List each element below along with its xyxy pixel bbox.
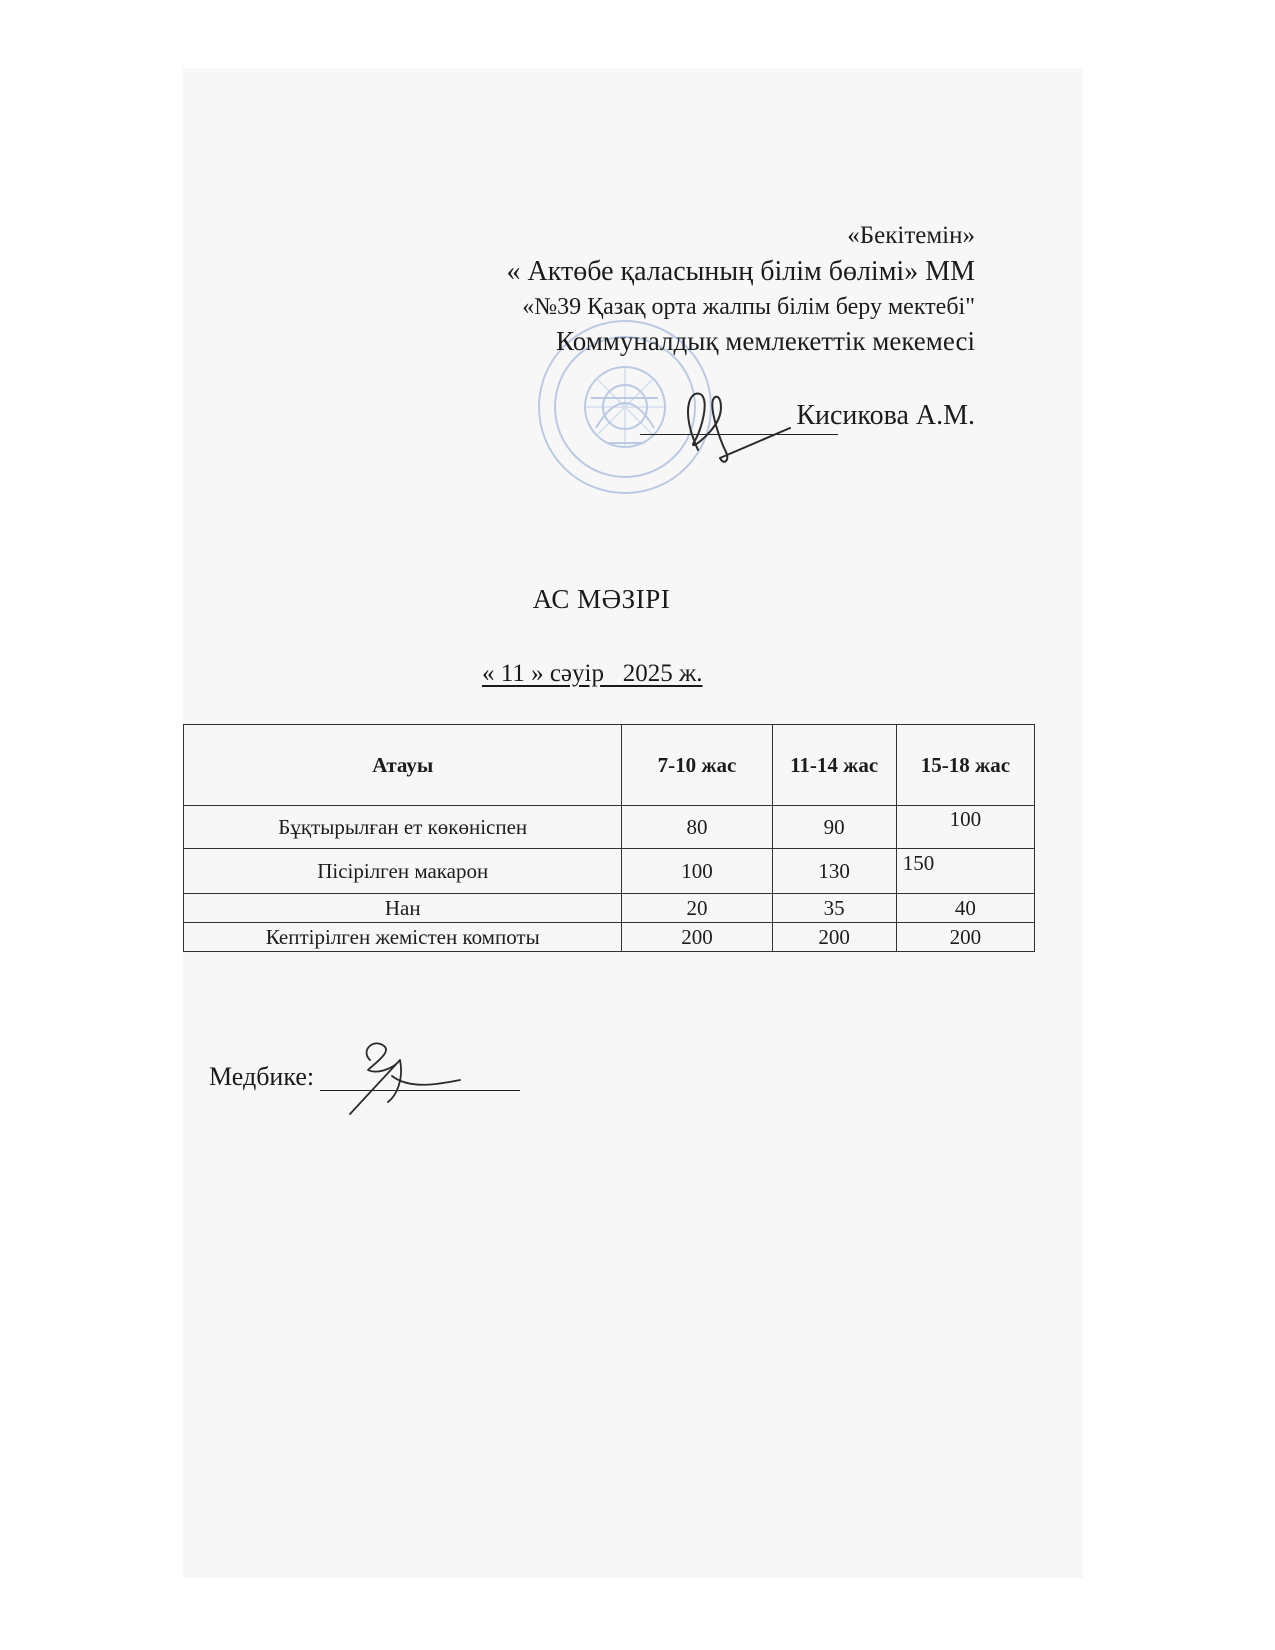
table-header-row	[184, 725, 1035, 806]
dish-name: Бұқтырылған ет көкөніспен	[184, 806, 622, 849]
portion-11-14: 130	[772, 849, 896, 894]
portion-15-18: 200	[896, 923, 1034, 952]
director-signature	[640, 380, 800, 470]
portion-15-18-value: 100	[949, 806, 982, 831]
school-name: «№39 Қазақ орта жалпы білім беру мектебі"	[522, 294, 975, 320]
dish-name: Нан	[184, 894, 622, 923]
portion-11-14: 35	[772, 894, 896, 923]
portion-15-18: 40	[896, 894, 1034, 923]
document-date: « 11 » сәуір 2025 ж.	[482, 660, 703, 687]
department-name: « Актөбе қаласының білім бөлімі» ММ	[506, 256, 975, 287]
table-row	[184, 923, 1035, 952]
portion-15-18	[896, 849, 1034, 894]
portion-7-10: 100	[622, 849, 772, 894]
portion-11-14: 90	[772, 806, 896, 849]
header-age-11-14: 11-14 жас	[772, 725, 896, 806]
table-row	[184, 849, 1035, 894]
portion-15-18	[896, 806, 1034, 849]
header-age-15-18: 15-18 жас	[896, 725, 1034, 806]
institution-type: Коммуналдық мемлекеттік мекемесі	[556, 326, 975, 356]
portion-7-10: 200	[622, 923, 772, 952]
portion-11-14: 200	[772, 923, 896, 952]
dish-name: Кептірілген жемістен компоты	[184, 923, 622, 952]
document-title: АС МӘЗІРІ	[532, 584, 671, 614]
table-row	[184, 894, 1035, 923]
portion-7-10: 20	[622, 894, 772, 923]
signer-name: Кисикова А.М.	[796, 400, 975, 431]
table-row	[184, 806, 1035, 849]
dish-name: Пісірілген макарон	[184, 849, 622, 894]
nurse-label: Медбике:	[209, 1062, 315, 1091]
header-name: Атауы	[184, 725, 622, 806]
header-age-7-10: 7-10 жас	[622, 725, 772, 806]
nurse-signature	[330, 1030, 470, 1116]
approve-label: «Бекітемін»	[847, 222, 975, 249]
menu-table	[183, 724, 1035, 952]
portion-7-10: 80	[622, 806, 772, 849]
portion-15-18-value: 150	[902, 850, 935, 875]
